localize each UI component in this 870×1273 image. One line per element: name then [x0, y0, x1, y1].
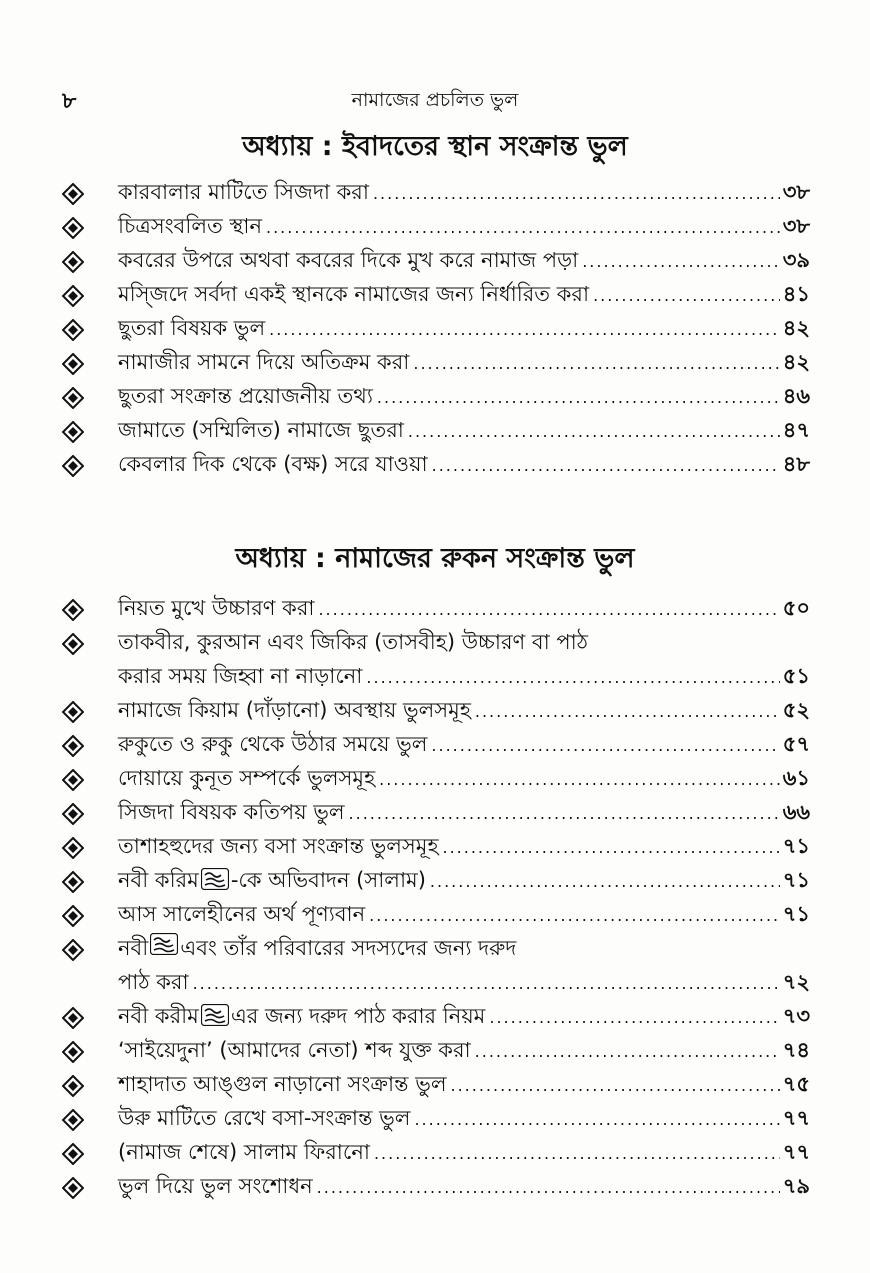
- dot-leader: [377, 388, 780, 407]
- entry-page-number: ৭৭: [782, 1106, 810, 1130]
- entry-text: রুকুতে ও রুকু থেকে উঠার সময়ে ভুল: [118, 732, 428, 756]
- dot-leader: [373, 184, 780, 203]
- diamond-bullet-icon: [62, 837, 84, 859]
- dot-leader: [593, 286, 780, 305]
- entry-page-number: ৭১: [782, 902, 810, 926]
- entry-page-number: ৪২: [782, 316, 810, 340]
- diamond-bullet-icon: [62, 455, 84, 477]
- dot-leader: [475, 1042, 780, 1061]
- diamond-bullet-icon: [62, 421, 84, 443]
- entry-line: [118, 176, 810, 210]
- entry-text: নিয়ত মুখে উচ্চারণ করা: [118, 596, 315, 620]
- diamond-bullet-icon: [62, 599, 84, 621]
- toc-list: [62, 176, 810, 482]
- diamond-bullet-icon: [62, 1041, 84, 1063]
- entry-line: [118, 278, 810, 312]
- diamond-bullet-icon: [62, 353, 84, 375]
- toc-entry: [62, 898, 810, 932]
- toc-entry: [62, 176, 810, 210]
- entry-text: কবরের উপরে অথবা কবরের দিকে মুখ করে নামাজ পড়া: [118, 248, 579, 272]
- entry-text: সিজদা বিষয়ক কতিপয় ভুল: [118, 800, 345, 824]
- entry-text: -কে অভিবাদন (সালাম): [230, 868, 426, 892]
- dot-leader: [413, 354, 779, 373]
- entry-page-number: ৪২: [782, 350, 810, 374]
- toc-entry: [62, 414, 810, 448]
- dot-leader: [349, 804, 780, 823]
- diamond-bullet-icon: [62, 1109, 84, 1131]
- entry-page-number: ৭১: [782, 868, 810, 892]
- entry-page-number: ৩৯: [782, 248, 810, 272]
- page-number: ৮: [62, 89, 77, 114]
- dot-leader: [374, 1144, 780, 1163]
- diamond-bullet-icon: [62, 217, 84, 239]
- entry-text: নবী করিম: [118, 868, 199, 892]
- diamond-bullet-icon: [62, 285, 84, 307]
- toc-entry: [62, 694, 810, 728]
- entry-page-number: ৭৭: [782, 1140, 810, 1164]
- entry-text: ছুতরা বিষয়ক ভুল: [118, 316, 266, 340]
- dot-leader: [379, 770, 780, 789]
- diamond-bullet-icon: [62, 1143, 84, 1165]
- dot-leader: [317, 1178, 780, 1197]
- dot-leader: [414, 1110, 779, 1129]
- diamond-bullet-icon: [62, 803, 84, 825]
- toc-entry: [62, 1034, 810, 1068]
- entry-line: [118, 414, 810, 448]
- dot-leader: [318, 600, 779, 619]
- entry-text: শাহাদাত আঙ্গুল নাড়ানো সংক্রান্ত ভুল: [118, 1072, 447, 1096]
- entry-text: মস্জিদে সর্বদা একই স্থানকে নামাজের জন্য নির্ধারিত করা: [118, 282, 590, 306]
- entry-page-number: ৫২: [782, 698, 810, 722]
- diamond-bullet-icon: [62, 735, 84, 757]
- diamond-bullet-icon: [62, 319, 84, 341]
- toc-entry: [62, 1136, 810, 1170]
- entry-page-number: ৪১: [782, 282, 810, 306]
- entry-page-number: ৬১: [782, 766, 810, 790]
- dot-leader: [489, 1008, 779, 1027]
- diamond-bullet-icon: [62, 183, 84, 205]
- entry-text: নামাজে কিয়াম (দাঁড়ানো) অবস্থায় ভুলসমূহ: [118, 698, 471, 722]
- entry-text-line: [118, 932, 810, 966]
- entry-text: নবী: [118, 936, 149, 960]
- toc-entry: [62, 864, 810, 898]
- entry-page-number: ৭৪: [782, 1038, 810, 1062]
- entry-line: [118, 448, 810, 482]
- entry-text: ভুল দিয়ে ভুল সংশোধন: [118, 1174, 313, 1198]
- entry-line: [118, 898, 810, 932]
- diamond-bullet-icon: [62, 1007, 84, 1029]
- entry-page-number: ৬৬: [782, 800, 810, 824]
- toc-entry: [62, 830, 810, 864]
- entry-line: [118, 728, 810, 762]
- diamond-bullet-icon: [62, 633, 84, 655]
- toc-entry: [62, 592, 810, 626]
- toc-entry: [62, 380, 810, 414]
- entry-line: [118, 966, 810, 1000]
- diamond-bullet-icon: [62, 905, 84, 927]
- entry-line: [118, 244, 810, 278]
- entry-line: [118, 1102, 810, 1136]
- entry-page-number: ৪৮: [782, 452, 810, 476]
- entry-text: পাঠ করা: [118, 970, 189, 994]
- toc-entry: [62, 278, 810, 312]
- entry-text: নবী করীম: [118, 1004, 199, 1028]
- entry-line: [118, 762, 810, 796]
- entry-text: ‘সাইয়েদুনা’ (আমাদের নেতা) শব্দ যুক্ত করা: [118, 1038, 471, 1062]
- toc-entry: [62, 448, 810, 482]
- entry-page-number: ৪৬: [782, 384, 810, 408]
- entry-page-number: ৫১: [782, 664, 810, 688]
- dot-leader: [475, 702, 780, 721]
- entry-line: [118, 1068, 810, 1102]
- toc-entry: [62, 932, 810, 1000]
- entry-line: [118, 1000, 810, 1034]
- diamond-bullet-icon: [62, 1177, 84, 1199]
- dot-leader: [450, 1076, 779, 1095]
- entry-line: [118, 1136, 810, 1170]
- diamond-bullet-icon: [62, 871, 84, 893]
- entry-text: তাশাহহুদের জন্য বসা সংক্রান্ত ভুলসমূহ: [118, 834, 439, 858]
- dot-leader: [193, 974, 780, 993]
- entry-text: তাকবীর, কুরআন এবং জিকির (তাসবীহ) উচ্চারণ বা পাঠ: [118, 630, 588, 654]
- entry-page-number: ৩৮: [782, 180, 810, 204]
- entry-text: আস সালেহীনের অর্থ পূণ্যবান: [118, 902, 366, 926]
- entry-text: দোয়ায়ে কুনূত সম্পর্কে ভুলসমূহ: [118, 766, 376, 790]
- entry-page-number: ৩৮: [782, 214, 810, 238]
- dot-leader: [408, 422, 780, 441]
- toc-entry: [62, 1102, 810, 1136]
- toc-list: [62, 592, 810, 1204]
- entry-page-number: ৭৫: [782, 1072, 810, 1096]
- dot-leader: [369, 906, 780, 925]
- salutation-calligraphy-icon: [150, 933, 178, 955]
- entry-text: (নামাজ শেষে) সালাম ফিরানো: [118, 1140, 370, 1164]
- entry-text: এর জন্য দরুদ পাঠ করার নিয়ম: [230, 1004, 486, 1028]
- toc-entry: [62, 626, 810, 694]
- dot-leader: [366, 668, 779, 687]
- entry-page-number: ৭৯: [782, 1174, 810, 1198]
- entry-line: [118, 210, 810, 244]
- chapter-title: অধ্যায় : ইবাদতের স্থান সংক্রান্ত ভুল: [242, 131, 628, 162]
- diamond-bullet-icon: [62, 769, 84, 791]
- entry-line: [118, 796, 810, 830]
- entry-text: কেবলার দিক থেকে (বক্ষ) সরে যাওয়া: [118, 452, 428, 476]
- entry-page-number: ৪৭: [782, 418, 810, 442]
- entry-line: [118, 694, 810, 728]
- toc-entry: [62, 1000, 810, 1034]
- entry-line: [118, 864, 810, 898]
- toc-entry: [62, 762, 810, 796]
- diamond-bullet-icon: [62, 387, 84, 409]
- entry-text: এবং তাঁর পরিবারের সদস্যদের জন্য দরুদ: [180, 936, 517, 960]
- entry-text: উরু মাটিতে রেখে বসা-সংক্রান্ত ভুল: [118, 1106, 411, 1130]
- entry-text: করার সময় জিহ্বা না নাড়ানো: [118, 664, 363, 688]
- diamond-bullet-icon: [62, 1075, 84, 1097]
- entry-page-number: ৫৭: [782, 732, 810, 756]
- toc-entry: [62, 796, 810, 830]
- chapter-title: অধ্যায় : নামাজের রুকন সংক্রান্ত ভুল: [235, 543, 635, 574]
- entry-page-number: ৭১: [782, 834, 810, 858]
- entry-text: নামাজীর সামনে দিয়ে অতিক্রম করা: [118, 350, 410, 374]
- entry-line: [118, 1034, 810, 1068]
- dot-leader: [582, 252, 780, 271]
- entry-text: ছুতরা সংক্রান্ত প্রয়োজনীয় তথ্য: [118, 384, 373, 408]
- entry-line: [118, 380, 810, 414]
- toc-entry: [62, 728, 810, 762]
- entry-page-number: ৭৩: [782, 1004, 810, 1028]
- toc-entry: [62, 1068, 810, 1102]
- dot-leader: [432, 456, 780, 475]
- entry-text: কারবালার মাটিতে সিজদা করা: [118, 180, 369, 204]
- entry-line: [118, 592, 810, 626]
- dot-leader: [269, 320, 780, 339]
- entry-line: [118, 660, 810, 694]
- toc-entry: [62, 210, 810, 244]
- entry-line: [118, 346, 810, 380]
- dot-leader: [430, 872, 780, 891]
- entry-page-number: ৭২: [782, 970, 810, 994]
- entry-line: [118, 1170, 810, 1204]
- entry-text: চিত্রসংবলিত স্থান: [118, 214, 262, 238]
- dot-leader: [431, 736, 779, 755]
- toc-entry: [62, 312, 810, 346]
- dot-leader: [266, 218, 780, 237]
- entry-page-number: ৫০: [782, 596, 810, 620]
- toc-entry: [62, 346, 810, 380]
- entry-text: জামাতে (সম্মিলিত) নামাজে ছুতরা: [118, 418, 404, 442]
- running-header: নামাজের প্রচলিত ভুল: [351, 89, 519, 111]
- entry-line: [118, 830, 810, 864]
- diamond-bullet-icon: [62, 251, 84, 273]
- toc-entry: [62, 1170, 810, 1204]
- diamond-bullet-icon: [62, 939, 84, 961]
- entry-line: [118, 312, 810, 346]
- entry-text-line: [118, 626, 810, 660]
- dot-leader: [442, 838, 779, 857]
- salutation-calligraphy-icon: [201, 868, 229, 890]
- diamond-bullet-icon: [62, 701, 84, 723]
- toc-entry: [62, 244, 810, 278]
- salutation-calligraphy-icon: [201, 1004, 229, 1026]
